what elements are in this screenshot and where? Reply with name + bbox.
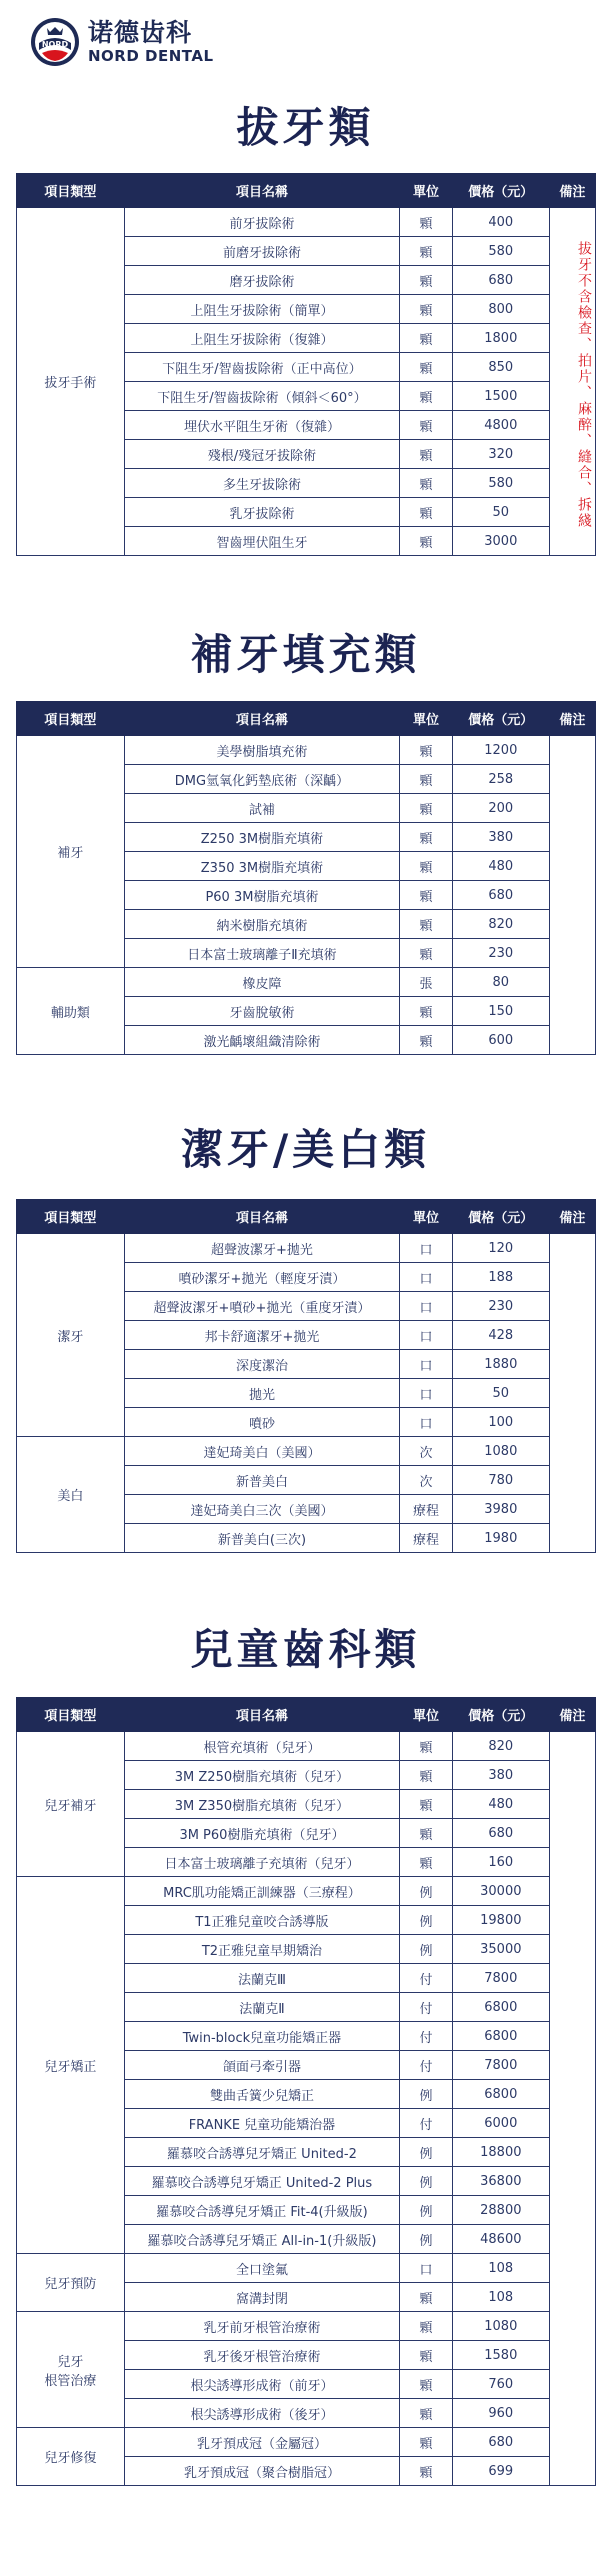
item-name: 納米樹脂充填術 — [124, 910, 399, 939]
item-name: Twin-block兒童功能矯正器 — [124, 2022, 399, 2051]
item-price: 35000 — [452, 1935, 549, 1964]
item-name: 噴砂 — [124, 1408, 399, 1437]
header-note: 備注 — [549, 1698, 595, 1732]
item-name: 法蘭克Ⅲ — [124, 1964, 399, 1993]
item-unit: 口 — [400, 1292, 453, 1321]
item-price: 108 — [452, 2283, 549, 2312]
header-note: 備注 — [549, 702, 595, 736]
item-unit: 顆 — [400, 266, 453, 295]
header-unit: 單位 — [400, 702, 453, 736]
item-name: 試補 — [124, 794, 399, 823]
header-unit: 單位 — [400, 174, 453, 208]
item-unit: 顆 — [400, 440, 453, 469]
item-name: 乳牙拔除術 — [124, 498, 399, 527]
price-table — [16, 1199, 596, 1553]
item-name: 根管充填術（兒牙） — [124, 1732, 399, 1761]
item-unit: 例 — [400, 1906, 453, 1935]
item-unit: 顆 — [400, 1848, 453, 1877]
item-price: 7800 — [452, 2051, 549, 2080]
table-row — [17, 1732, 596, 1761]
item-name: Z350 3M樹脂充填術 — [124, 852, 399, 881]
item-unit: 療程 — [400, 1524, 453, 1553]
header-row — [17, 174, 596, 208]
item-name: 新普美白 — [124, 1466, 399, 1495]
header-name: 項目名稱 — [124, 174, 399, 208]
item-name: 埋伏水平阻生牙術（復雜） — [124, 411, 399, 440]
item-name: 根尖誘導形成術（後牙） — [124, 2399, 399, 2428]
item-unit: 顆 — [400, 2341, 453, 2370]
item-price: 580 — [452, 237, 549, 266]
item-unit: 口 — [400, 1408, 453, 1437]
item-name: 乳牙預成冠（金屬冠） — [124, 2428, 399, 2457]
section-title: 兒童齒科類 — [190, 1625, 421, 1674]
item-price: 120 — [452, 1234, 549, 1263]
item-price: 30000 — [452, 1877, 549, 1906]
item-name: 羅慕咬合誘導兒牙矯正 United-2 Plus — [124, 2167, 399, 2196]
header-row — [17, 702, 596, 736]
item-unit: 顆 — [400, 1761, 453, 1790]
category-cell: 兒牙矯正 — [17, 1877, 125, 2254]
item-price: 4800 — [452, 411, 549, 440]
category-cell: 兒牙補牙 — [17, 1732, 125, 1877]
price-table — [16, 701, 596, 1055]
item-price: 820 — [452, 910, 549, 939]
category-cell: 潔牙 — [17, 1234, 125, 1437]
item-price: 160 — [452, 1848, 549, 1877]
item-name: 智齒埋伏阻生牙 — [124, 527, 399, 556]
brand-name-en: NORD DENTAL — [88, 47, 214, 65]
category-cell: 補牙 — [17, 736, 125, 968]
brand-logo — [30, 14, 214, 70]
header-name: 項目名稱 — [124, 1698, 399, 1732]
item-unit: 顆 — [400, 1790, 453, 1819]
item-unit: 顆 — [400, 469, 453, 498]
item-name: T2正雅兒童早期矯治 — [124, 1935, 399, 1964]
item-price: 50 — [452, 498, 549, 527]
category-cell: 輔助類 — [17, 968, 125, 1055]
item-price: 760 — [452, 2370, 549, 2399]
item-unit: 例 — [400, 1935, 453, 1964]
item-unit: 顆 — [400, 2428, 453, 2457]
item-unit: 例 — [400, 1877, 453, 1906]
item-price: 1580 — [452, 2341, 549, 2370]
item-unit: 顆 — [400, 2399, 453, 2428]
item-unit: 顆 — [400, 2312, 453, 2341]
item-unit: 顆 — [400, 881, 453, 910]
category-cell: 美白 — [17, 1437, 125, 1553]
table-row — [17, 2312, 596, 2341]
item-name: 橡皮障 — [124, 968, 399, 997]
category-cell: 兒牙預防 — [17, 2254, 125, 2312]
item-unit: 例 — [400, 2167, 453, 2196]
item-price: 1080 — [452, 1437, 549, 1466]
nord-badge-icon — [30, 17, 80, 67]
item-unit: 口 — [400, 1321, 453, 1350]
item-unit: 付 — [400, 2022, 453, 2051]
header-category: 項目類型 — [17, 1698, 125, 1732]
item-price: 48600 — [452, 2225, 549, 2254]
header-category: 項目類型 — [17, 174, 125, 208]
item-unit: 顆 — [400, 2457, 453, 2486]
item-unit: 例 — [400, 2080, 453, 2109]
item-price: 320 — [452, 440, 549, 469]
item-name: 3M P60樹脂充填術（兒牙） — [124, 1819, 399, 1848]
item-unit: 例 — [400, 2196, 453, 2225]
item-price: 680 — [452, 266, 549, 295]
item-unit: 顆 — [400, 823, 453, 852]
item-name: FRANKE 兒童功能矯治器 — [124, 2109, 399, 2138]
note-cell — [549, 1732, 595, 2486]
item-price: 428 — [452, 1321, 549, 1350]
item-price: 780 — [452, 1466, 549, 1495]
table-row — [17, 1877, 596, 1906]
item-price: 7800 — [452, 1964, 549, 1993]
item-unit: 顆 — [400, 382, 453, 411]
item-name: 牙齒脫敏術 — [124, 997, 399, 1026]
item-price: 3000 — [452, 527, 549, 556]
item-price: 18800 — [452, 2138, 549, 2167]
item-price: 850 — [452, 353, 549, 382]
item-unit: 療程 — [400, 1495, 453, 1524]
header-price: 價格（元） — [452, 1200, 549, 1234]
item-name: 殘根/殘冠牙拔除術 — [124, 440, 399, 469]
item-name: MRC肌功能矯正訓練器（三療程） — [124, 1877, 399, 1906]
header-price: 價格（元） — [452, 174, 549, 208]
table-row — [17, 1234, 596, 1263]
item-name: 3M Z250樹脂充填術（兒牙） — [124, 1761, 399, 1790]
item-price: 80 — [452, 968, 549, 997]
item-price: 820 — [452, 1732, 549, 1761]
item-price: 100 — [452, 1408, 549, 1437]
item-price: 188 — [452, 1263, 549, 1292]
item-price: 50 — [452, 1379, 549, 1408]
item-unit: 口 — [400, 1350, 453, 1379]
item-name: 羅慕咬合誘導兒牙矯正 All-in-1(升級版) — [124, 2225, 399, 2254]
item-price: 380 — [452, 823, 549, 852]
item-name: 前磨牙拔除術 — [124, 237, 399, 266]
item-name: 窩溝封閉 — [124, 2283, 399, 2312]
note-cell — [549, 1234, 595, 1553]
item-name: 羅慕咬合誘導兒牙矯正 Fit-4(升級版) — [124, 2196, 399, 2225]
header-unit: 單位 — [400, 1200, 453, 1234]
item-price: 6800 — [452, 2022, 549, 2051]
item-unit: 顆 — [400, 353, 453, 382]
item-price: 680 — [452, 1819, 549, 1848]
item-name: 拋光 — [124, 1379, 399, 1408]
item-name: 多生牙拔除術 — [124, 469, 399, 498]
header-category: 項目類型 — [17, 702, 125, 736]
price-table — [16, 173, 596, 556]
table-row — [17, 208, 596, 237]
item-unit: 顆 — [400, 765, 453, 794]
item-unit: 例 — [400, 2138, 453, 2167]
note-cell: 拔牙不含檢查、拍片、麻醉、縫合、拆綫 — [549, 208, 595, 556]
badge-text: NORD — [41, 40, 69, 49]
item-unit: 顆 — [400, 997, 453, 1026]
item-name: 深度潔治 — [124, 1350, 399, 1379]
item-price: 28800 — [452, 2196, 549, 2225]
category-cell: 兒牙 根管治療 — [17, 2312, 125, 2428]
item-name: 乳牙後牙根管治療術 — [124, 2341, 399, 2370]
header-unit: 單位 — [400, 1698, 453, 1732]
item-unit: 顆 — [400, 527, 453, 556]
item-unit: 付 — [400, 1993, 453, 2022]
item-unit: 顆 — [400, 939, 453, 968]
item-name: Z250 3M樹脂充填術 — [124, 823, 399, 852]
item-unit: 顆 — [400, 852, 453, 881]
table-row — [17, 736, 596, 765]
header-price: 價格（元） — [452, 702, 549, 736]
price-table — [16, 1697, 596, 2486]
item-name: 乳牙預成冠（聚合樹脂冠） — [124, 2457, 399, 2486]
item-price: 6000 — [452, 2109, 549, 2138]
item-name: 美學樹脂填充術 — [124, 736, 399, 765]
category-cell: 兒牙修復 — [17, 2428, 125, 2486]
item-name: 3M Z350樹脂充填術（兒牙） — [124, 1790, 399, 1819]
item-price: 230 — [452, 1292, 549, 1321]
item-name: 超聲波潔牙+拋光 — [124, 1234, 399, 1263]
item-unit: 顆 — [400, 2370, 453, 2399]
item-price: 480 — [452, 1790, 549, 1819]
item-unit: 顆 — [400, 2283, 453, 2312]
item-name: 羅慕咬合誘導兒牙矯正 United-2 — [124, 2138, 399, 2167]
header-row — [17, 1200, 596, 1234]
item-unit: 顆 — [400, 794, 453, 823]
item-name: 日本富士玻璃離子Ⅱ充填術 — [124, 939, 399, 968]
item-price: 19800 — [452, 1906, 549, 1935]
item-name: 邦卡舒適潔牙+拋光 — [124, 1321, 399, 1350]
item-name: 前牙拔除術 — [124, 208, 399, 237]
item-unit: 顆 — [400, 736, 453, 765]
header-price: 價格（元） — [452, 1698, 549, 1732]
item-unit: 顆 — [400, 1732, 453, 1761]
item-price: 108 — [452, 2254, 549, 2283]
brand-name-cn: 诺德齿科 — [88, 18, 193, 47]
item-price: 1800 — [452, 324, 549, 353]
item-price: 1200 — [452, 736, 549, 765]
table-row — [17, 1437, 596, 1466]
item-unit: 口 — [400, 2254, 453, 2283]
item-name: 雙曲舌簧少兒矯正 — [124, 2080, 399, 2109]
item-unit: 張 — [400, 968, 453, 997]
item-price: 150 — [452, 997, 549, 1026]
item-name: T1正雅兒童咬合誘導版 — [124, 1906, 399, 1935]
item-unit: 例 — [400, 2225, 453, 2254]
item-price: 800 — [452, 295, 549, 324]
item-name: 激光齲壞組織清除術 — [124, 1026, 399, 1055]
item-price: 600 — [452, 1026, 549, 1055]
item-price: 699 — [452, 2457, 549, 2486]
item-unit: 顆 — [400, 237, 453, 266]
item-price: 258 — [452, 765, 549, 794]
table-row — [17, 2254, 596, 2283]
header-category: 項目類型 — [17, 1200, 125, 1234]
header-row — [17, 1698, 596, 1732]
item-name: 超聲波潔牙+噴砂+拋光（重度牙漬） — [124, 1292, 399, 1321]
table-row — [17, 2428, 596, 2457]
item-price: 960 — [452, 2399, 549, 2428]
item-name: 上阻生牙拔除術（復雜） — [124, 324, 399, 353]
item-price: 230 — [452, 939, 549, 968]
item-unit: 付 — [400, 2109, 453, 2138]
header-name: 項目名稱 — [124, 1200, 399, 1234]
item-unit: 顆 — [400, 324, 453, 353]
section-title: 潔牙/美白類 — [180, 1125, 431, 1174]
item-unit: 顆 — [400, 295, 453, 324]
item-name: 噴砂潔牙+拋光（輕度牙漬） — [124, 1263, 399, 1292]
item-unit: 顆 — [400, 208, 453, 237]
item-price: 1880 — [452, 1350, 549, 1379]
header-name: 項目名稱 — [124, 702, 399, 736]
item-unit: 口 — [400, 1234, 453, 1263]
item-name: 法蘭克Ⅱ — [124, 1993, 399, 2022]
item-name: 上阻生牙拔除術（簡單） — [124, 295, 399, 324]
item-name: 新普美白(三次) — [124, 1524, 399, 1553]
item-price: 36800 — [452, 2167, 549, 2196]
item-unit: 顆 — [400, 498, 453, 527]
item-name: 頜面弓牽引器 — [124, 2051, 399, 2080]
item-price: 1980 — [452, 1524, 549, 1553]
item-name: 根尖誘導形成術（前牙） — [124, 2370, 399, 2399]
item-price: 680 — [452, 881, 549, 910]
item-unit: 付 — [400, 1964, 453, 1993]
item-name: 下阻生牙/智齒拔除術（正中高位） — [124, 353, 399, 382]
header-note: 備注 — [549, 174, 595, 208]
item-name: 達妃琦美白三次（美國） — [124, 1495, 399, 1524]
note-cell — [549, 736, 595, 1055]
item-price: 380 — [452, 1761, 549, 1790]
category-cell: 拔牙手術 — [17, 208, 125, 556]
item-price: 6800 — [452, 2080, 549, 2109]
item-price: 200 — [452, 794, 549, 823]
item-name: DMG氫氧化鈣墊底術（深齲） — [124, 765, 399, 794]
item-price: 400 — [452, 208, 549, 237]
section-title: 補牙填充類 — [190, 630, 421, 679]
item-unit: 口 — [400, 1379, 453, 1408]
section-title: 拔牙類 — [236, 103, 375, 152]
item-price: 6800 — [452, 1993, 549, 2022]
item-price: 1080 — [452, 2312, 549, 2341]
item-unit: 顆 — [400, 411, 453, 440]
item-name: 日本富士玻璃離子充填術（兒牙） — [124, 1848, 399, 1877]
table-row — [17, 968, 596, 997]
item-price: 480 — [452, 852, 549, 881]
item-price: 680 — [452, 2428, 549, 2457]
item-unit: 口 — [400, 1263, 453, 1292]
item-unit: 顆 — [400, 910, 453, 939]
item-unit: 次 — [400, 1437, 453, 1466]
item-name: 全口塗氟 — [124, 2254, 399, 2283]
item-price: 1500 — [452, 382, 549, 411]
item-unit: 付 — [400, 2051, 453, 2080]
item-price: 3980 — [452, 1495, 549, 1524]
item-unit: 顆 — [400, 1819, 453, 1848]
header-note: 備注 — [549, 1200, 595, 1234]
item-name: 乳牙前牙根管治療術 — [124, 2312, 399, 2341]
item-unit: 次 — [400, 1466, 453, 1495]
item-price: 580 — [452, 469, 549, 498]
item-name: 達妃琦美白（美國） — [124, 1437, 399, 1466]
item-unit: 顆 — [400, 1026, 453, 1055]
item-name: P60 3M樹脂充填術 — [124, 881, 399, 910]
item-name: 下阻生牙/智齒拔除術（傾斜＜60°） — [124, 382, 399, 411]
item-name: 磨牙拔除術 — [124, 266, 399, 295]
